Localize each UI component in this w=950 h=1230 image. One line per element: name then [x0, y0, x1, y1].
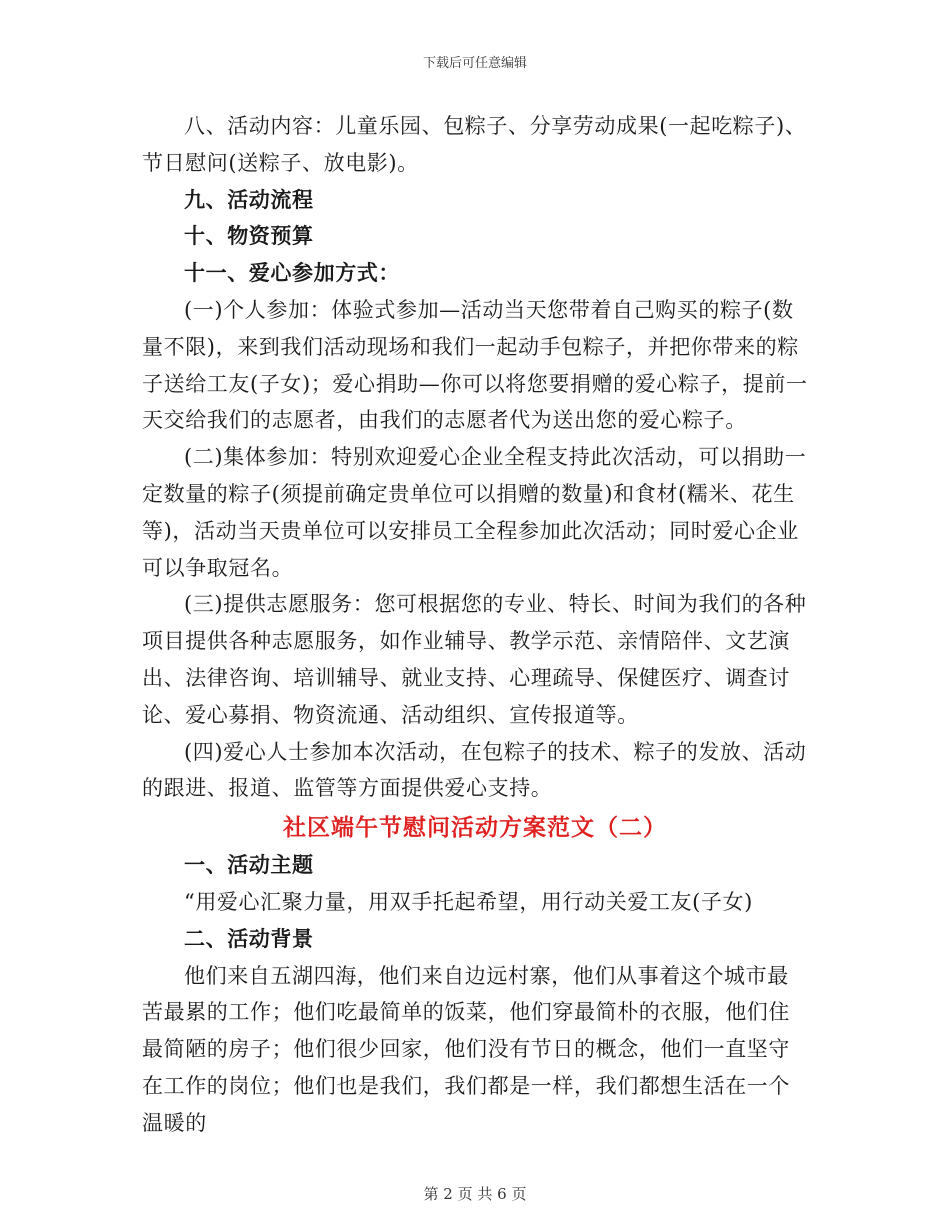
- paragraph-group-participation: (二)集体参加：特别欢迎爱心企业全程支持此次活动，可以捐助一定数量的粽子(须提前确定贵单位可以捐赠的数量)和食材(糯米、花生等)，活动当天贵单位可以安排员工全程参加此次活动；同时爱心企业可以争取冠名。: [142, 445, 807, 580]
- heading-activity-process: 九、活动流程: [184, 186, 314, 212]
- page-header: 下载后可任意编辑: [422, 56, 527, 71]
- paragraph-activity-content: 八、活动内容：儿童乐园、包粽子、分享劳动成果(一起吃粽子)、节日慰问(送粽子、放电影)。: [142, 114, 807, 175]
- heading-participation-methods: 十一、爱心参加方式：: [184, 260, 400, 286]
- paragraph-activity-theme: “用爱心汇聚力量，用双手托起希望，用行动关爱工友(子女): [184, 889, 753, 914]
- paragraph-personal-participation: (一)个人参加：体验式参加—活动当天您带着自己购买的粽子(数量不限)，来到我们活动现场和我们一起动手包粽子，并把你带来的粽子送给工友(子女)；爱心捐助—你可以将您要捐赠的爱心粽子，提前一天交给我们的志愿者，由我们的志愿者代为送出您的爱心粽子。: [142, 297, 808, 433]
- heading-material-budget: 十、物资预算: [184, 223, 314, 249]
- page-number: 第 2 页 共 6 页: [423, 1185, 527, 1203]
- heading-activity-background: 二、活动背景: [184, 925, 314, 951]
- heading-activity-theme: 一、活动主题: [184, 852, 314, 878]
- paragraph-activity-background: 他们来自五湖四海，他们来自边远村寨，他们从事着这个城市最苦最累的工作；他们吃最简单的饭菜，他们穿最简朴的衣服，他们住最简陋的房子；他们很少回家，他们没有节日的概念，他们一直坚守在工作的岗位；他们也是我们，我们都是一样，我们都想生活在一个温暖的: [142, 963, 790, 1135]
- section-title: 社区端午节慰问活动方案范文（二）: [283, 814, 667, 842]
- paragraph-volunteer-service: (三)提供志愿服务：您可根据您的专业、特长、时间为我们的各种项目提供各种志愿服务，如作业辅导、教学示范、亲情陪伴、文艺演出、法律咨询、培训辅导、就业支持、心理疏导、保健医疗、调查讨论、爱心募捐、物资流通、活动组织、宣传报道等。: [142, 592, 807, 727]
- paragraph-caring-people: (四)爱心人士参加本次活动，在包粽子的技术、粽子的发放、活动的跟进、报道、监管等方面提供爱心支持。: [142, 739, 807, 801]
- document-body: [142, 108, 808, 1142]
